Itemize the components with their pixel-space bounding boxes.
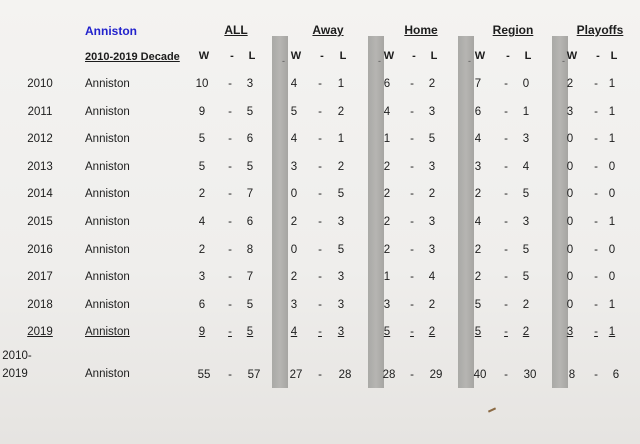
wins-all: 6: [198, 299, 206, 311]
wins-region: 2: [474, 244, 482, 256]
year-cell: 2017: [27, 271, 53, 283]
wins-all: 5: [198, 133, 206, 145]
dash-away: -: [318, 78, 322, 90]
wins-away: 2: [290, 216, 298, 228]
dash-all: -: [228, 326, 232, 338]
wins-all: 3: [198, 271, 206, 283]
losses-playoffs: 1: [608, 78, 616, 90]
dash-home: -: [410, 161, 414, 173]
losses-away: 3: [337, 326, 345, 338]
wins-playoffs: 0: [566, 188, 574, 200]
wins-all: 4: [198, 216, 206, 228]
losses-all: 7: [246, 188, 254, 200]
dash-region: -: [504, 161, 508, 173]
wins-playoffs: 0: [566, 216, 574, 228]
dash-away: -: [318, 216, 322, 228]
wins-away: 3: [290, 161, 298, 173]
total-dash-home: -: [410, 369, 414, 381]
l-header-region: L: [524, 50, 532, 62]
losses-playoffs: 1: [608, 299, 616, 311]
dash-away: -: [318, 106, 322, 118]
w-header-away: W: [290, 50, 302, 62]
dash-header-all: -: [230, 50, 234, 62]
losses-playoffs: 1: [608, 106, 616, 118]
dash-region: -: [504, 133, 508, 145]
year-cell: 2015: [27, 216, 53, 228]
team-cell: Anniston: [85, 299, 130, 311]
total-dash-region: -: [504, 369, 508, 381]
losses-region: 4: [522, 161, 530, 173]
wins-all: 2: [198, 188, 206, 200]
wins-region: 5: [474, 326, 482, 338]
wins-home: 1: [383, 271, 391, 283]
losses-playoffs: 0: [608, 244, 616, 256]
dash-region: -: [504, 299, 508, 311]
team-cell: Anniston: [85, 216, 130, 228]
losses-home: 3: [428, 244, 436, 256]
losses-away: 2: [337, 161, 345, 173]
dash-region: -: [504, 216, 508, 228]
team-cell: Anniston: [85, 326, 130, 338]
dash-region: -: [504, 326, 508, 338]
dash-home: -: [410, 106, 414, 118]
l-header-home: L: [430, 50, 438, 62]
losses-all: 5: [246, 326, 254, 338]
dash-playoffs: -: [594, 161, 598, 173]
total-losses-playoffs: 6: [612, 369, 620, 381]
losses-region: 3: [522, 216, 530, 228]
team-cell: Anniston: [85, 106, 130, 118]
dash-playoffs: -: [594, 133, 598, 145]
total-wins-home: 28: [382, 369, 396, 381]
losses-region: 5: [522, 271, 530, 283]
dash-header-playoffs: -: [596, 50, 600, 62]
wins-playoffs: 0: [566, 299, 574, 311]
year-cell: 2012: [27, 133, 53, 145]
dash-all: -: [228, 161, 232, 173]
losses-away: 3: [337, 271, 345, 283]
wins-all: 9: [198, 326, 206, 338]
total-losses-home: 29: [429, 369, 443, 381]
wins-region: 7: [474, 78, 482, 90]
wins-playoffs: 2: [566, 78, 574, 90]
team-cell: Anniston: [85, 244, 130, 256]
year-cell: 2014: [27, 188, 53, 200]
w-header-region: W: [474, 50, 486, 62]
dash-away: -: [318, 271, 322, 283]
l-header-playoffs: L: [610, 50, 618, 62]
losses-home: 4: [428, 271, 436, 283]
wins-playoffs: 0: [566, 244, 574, 256]
wins-region: 5: [474, 299, 482, 311]
dash-away: -: [318, 133, 322, 145]
dash-all: -: [228, 244, 232, 256]
dash-home: -: [410, 244, 414, 256]
wins-playoffs: 0: [566, 133, 574, 145]
losses-away: 3: [337, 216, 345, 228]
wins-region: 4: [474, 216, 482, 228]
losses-playoffs: 1: [608, 216, 616, 228]
wins-away: 2: [290, 271, 298, 283]
dash-home: -: [410, 188, 414, 200]
l-header-all: L: [248, 50, 256, 62]
losses-home: 2: [428, 188, 436, 200]
dash-region: -: [504, 78, 508, 90]
group-header-away: Away: [312, 23, 344, 37]
dash-header-region: -: [506, 50, 510, 62]
group-header-playoffs: Playoffs: [576, 23, 624, 37]
total-dash-playoffs: -: [594, 369, 598, 381]
dash-home: -: [410, 78, 414, 90]
losses-away: 1: [337, 78, 345, 90]
year-cell: 2018: [27, 299, 53, 311]
dash-away: -: [318, 326, 322, 338]
group-header-all: ALL: [224, 23, 248, 37]
year-cell: 2011: [27, 106, 53, 118]
dash-all: -: [228, 188, 232, 200]
losses-all: 7: [246, 271, 254, 283]
w-header-playoffs: W: [566, 50, 578, 62]
team-title: Anniston: [85, 24, 137, 38]
losses-all: 5: [246, 106, 254, 118]
dash-playoffs: -: [594, 188, 598, 200]
losses-region: 3: [522, 133, 530, 145]
losses-all: 6: [246, 133, 254, 145]
dash-playoffs: -: [594, 216, 598, 228]
wins-home: 3: [383, 299, 391, 311]
losses-playoffs: 0: [608, 271, 616, 283]
team-cell: Anniston: [85, 271, 130, 283]
wins-home: 2: [383, 244, 391, 256]
losses-all: 3: [246, 78, 254, 90]
total-dash-away: -: [318, 369, 322, 381]
dash-home: -: [410, 299, 414, 311]
team-cell: Anniston: [85, 78, 130, 90]
dash-playoffs: -: [594, 271, 598, 283]
year-cell: 2016: [27, 244, 53, 256]
dash-away: -: [318, 244, 322, 256]
dash-playoffs: -: [594, 299, 598, 311]
losses-region: 1: [522, 106, 530, 118]
dash-region: -: [504, 244, 508, 256]
wins-all: 9: [198, 106, 206, 118]
wins-away: 4: [290, 78, 298, 90]
l-header-away: L: [339, 50, 347, 62]
separator-dash: -: [378, 56, 381, 66]
losses-all: 8: [246, 244, 254, 256]
wins-region: 2: [474, 271, 482, 283]
wins-away: 5: [290, 106, 298, 118]
losses-home: 3: [428, 161, 436, 173]
total-wins-playoffs: 8: [568, 369, 576, 381]
dash-playoffs: -: [594, 244, 598, 256]
decade-label: 2010-2019 Decade: [85, 51, 180, 63]
dash-all: -: [228, 78, 232, 90]
wins-playoffs: 0: [566, 271, 574, 283]
dash-all: -: [228, 216, 232, 228]
separator-dash: -: [468, 56, 471, 66]
losses-away: 1: [337, 133, 345, 145]
totals-year-line1: 2010-: [2, 350, 32, 362]
total-losses-all: 57: [247, 369, 261, 381]
dash-playoffs: -: [594, 78, 598, 90]
dash-playoffs: -: [594, 326, 598, 338]
dash-header-away: -: [320, 50, 324, 62]
losses-home: 3: [428, 216, 436, 228]
losses-all: 6: [246, 216, 254, 228]
dash-away: -: [318, 299, 322, 311]
dash-playoffs: -: [594, 106, 598, 118]
wins-region: 4: [474, 133, 482, 145]
dash-away: -: [318, 188, 322, 200]
losses-region: 2: [522, 299, 530, 311]
wins-home: 2: [383, 188, 391, 200]
wins-home: 2: [383, 216, 391, 228]
losses-home: 2: [428, 78, 436, 90]
wins-away: 4: [290, 133, 298, 145]
dash-home: -: [410, 326, 414, 338]
total-wins-all: 55: [197, 369, 211, 381]
dash-region: -: [504, 188, 508, 200]
dash-home: -: [410, 271, 414, 283]
losses-region: 5: [522, 244, 530, 256]
wins-playoffs: 3: [566, 326, 574, 338]
losses-region: 0: [522, 78, 530, 90]
group-header-home: Home: [404, 23, 438, 37]
losses-region: 2: [522, 326, 530, 338]
total-wins-away: 27: [289, 369, 303, 381]
dash-all: -: [228, 106, 232, 118]
separator-dash: -: [562, 56, 565, 66]
dash-all: -: [228, 299, 232, 311]
dash-home: -: [410, 133, 414, 145]
losses-all: 5: [246, 299, 254, 311]
wins-away: 4: [290, 326, 298, 338]
wins-away: 0: [290, 188, 298, 200]
dash-away: -: [318, 161, 322, 173]
total-losses-region: 30: [523, 369, 537, 381]
dash-all: -: [228, 133, 232, 145]
total-losses-away: 28: [338, 369, 352, 381]
wins-all: 10: [195, 78, 209, 90]
group-header-region: Region: [492, 23, 534, 37]
separator-dash: -: [282, 56, 285, 66]
team-cell: Anniston: [85, 161, 130, 173]
year-cell: 2013: [27, 161, 53, 173]
dash-all: -: [228, 271, 232, 283]
wins-away: 3: [290, 299, 298, 311]
scratch-mark: [488, 407, 496, 412]
losses-playoffs: 1: [608, 326, 616, 338]
wins-home: 5: [383, 326, 391, 338]
wins-all: 2: [198, 244, 206, 256]
dash-home: -: [410, 216, 414, 228]
losses-region: 5: [522, 188, 530, 200]
losses-all: 5: [246, 161, 254, 173]
year-cell: 2010: [27, 78, 53, 90]
losses-home: 2: [428, 299, 436, 311]
wins-away: 0: [290, 244, 298, 256]
wins-region: 2: [474, 188, 482, 200]
losses-home: 5: [428, 133, 436, 145]
wins-playoffs: 3: [566, 106, 574, 118]
total-dash-all: -: [228, 369, 232, 381]
losses-playoffs: 0: [608, 188, 616, 200]
dash-region: -: [504, 106, 508, 118]
team-cell: Anniston: [85, 188, 130, 200]
wins-home: 6: [383, 78, 391, 90]
year-cell: 2019: [27, 326, 53, 338]
team-cell: Anniston: [85, 133, 130, 145]
w-header-home: W: [383, 50, 395, 62]
losses-home: 2: [428, 326, 436, 338]
losses-away: 5: [337, 244, 345, 256]
wins-region: 6: [474, 106, 482, 118]
total-wins-region: 40: [473, 369, 487, 381]
losses-playoffs: 1: [608, 133, 616, 145]
losses-away: 5: [337, 188, 345, 200]
wins-home: 1: [383, 133, 391, 145]
dash-header-home: -: [412, 50, 416, 62]
w-header-all: W: [198, 50, 210, 62]
totals-team: Anniston: [85, 368, 130, 380]
totals-year-line2: 2019: [2, 368, 28, 380]
wins-playoffs: 0: [566, 161, 574, 173]
losses-away: 2: [337, 106, 345, 118]
losses-away: 3: [337, 299, 345, 311]
losses-home: 3: [428, 106, 436, 118]
losses-playoffs: 0: [608, 161, 616, 173]
dash-region: -: [504, 271, 508, 283]
wins-region: 3: [474, 161, 482, 173]
wins-home: 4: [383, 106, 391, 118]
wins-all: 5: [198, 161, 206, 173]
wins-home: 2: [383, 161, 391, 173]
